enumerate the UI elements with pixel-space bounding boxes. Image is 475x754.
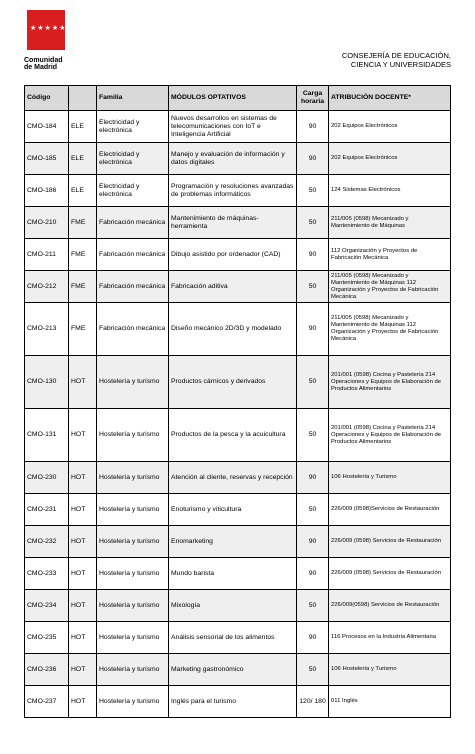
cell-carga: 50 bbox=[297, 175, 329, 207]
cell-modulo: Análisis sensorial de los alimentos bbox=[169, 622, 297, 654]
cell-carga: 50 bbox=[297, 409, 329, 462]
cell-atribucion: 106 Hostelería y Turismo bbox=[329, 462, 451, 494]
logo-text bbox=[24, 57, 63, 71]
cell-codigo: CMO-131 bbox=[25, 409, 69, 462]
table-row bbox=[25, 686, 451, 718]
cell-modulo: Fabricación aditiva bbox=[169, 271, 297, 303]
cell-atribucion: 226/009 (0598) Servicios de Restauración bbox=[329, 558, 451, 590]
cell-carga: 90 bbox=[297, 462, 329, 494]
cell-modulo: Mixología bbox=[169, 590, 297, 622]
cell-familia: Hostelería y turismo bbox=[97, 409, 169, 462]
cell-sigla: FME bbox=[69, 271, 97, 303]
cell-codigo: CMO-211 bbox=[25, 239, 69, 271]
cell-sigla: HOT bbox=[69, 654, 97, 686]
cell-codigo: CMO-230 bbox=[25, 462, 69, 494]
table-row bbox=[25, 111, 451, 143]
cell-carga: 90 bbox=[297, 558, 329, 590]
header-codigo: Código bbox=[25, 86, 69, 111]
cell-codigo: CMO-130 bbox=[25, 356, 69, 409]
logo-stars-icon: ★★★★★★★ bbox=[30, 25, 81, 32]
cell-modulo: Diseño mecánico 2D/3D y modelado bbox=[169, 303, 297, 356]
cell-sigla: ELE bbox=[69, 175, 97, 207]
cell-modulo: Marketing gastronómico bbox=[169, 654, 297, 686]
cell-familia: Hostelería y turismo bbox=[97, 590, 169, 622]
cell-carga: 120/ 180 bbox=[297, 686, 329, 718]
cell-carga: 50 bbox=[297, 654, 329, 686]
cell-familia: Fabricación mecánica bbox=[97, 239, 169, 271]
cell-atribucion: 226/009 (0598) Servicios de Restauración bbox=[329, 526, 451, 558]
table-row bbox=[25, 143, 451, 175]
table-header-row bbox=[25, 86, 451, 111]
cell-atribucion: 226/009(0598) Servicios de Restauración bbox=[329, 590, 451, 622]
cell-familia: Hostelería y turismo bbox=[97, 494, 169, 526]
cell-sigla: HOT bbox=[69, 526, 97, 558]
cell-atribucion: 011 Inglés bbox=[329, 686, 451, 718]
table-row bbox=[25, 590, 451, 622]
cell-familia: Hostelería y turismo bbox=[97, 356, 169, 409]
cell-codigo: CMO-185 bbox=[25, 143, 69, 175]
cell-modulo: Enoturismo y viticultura bbox=[169, 494, 297, 526]
cell-modulo: Manejo y evaluación de información y datos digitales bbox=[169, 143, 297, 175]
cell-familia: Electricidad y electrónica bbox=[97, 175, 169, 207]
cell-sigla: HOT bbox=[69, 409, 97, 462]
cell-sigla: HOT bbox=[69, 622, 97, 654]
cell-carga: 90 bbox=[297, 239, 329, 271]
cell-codigo: CMO-231 bbox=[25, 494, 69, 526]
cell-carga: 90 bbox=[297, 622, 329, 654]
table-row bbox=[25, 207, 451, 239]
cell-atribucion: 106 Hostelería y Turismo bbox=[329, 654, 451, 686]
table-row bbox=[25, 303, 451, 356]
header-modulos: MÓDULOS OPTATIVOS bbox=[169, 86, 297, 111]
modulos-optativos-table bbox=[24, 85, 451, 718]
cell-carga: 50 bbox=[297, 356, 329, 409]
table-row bbox=[25, 462, 451, 494]
cell-sigla: FME bbox=[69, 207, 97, 239]
cell-familia: Fabricación mecánica bbox=[97, 271, 169, 303]
cell-modulo: Productos de la pesca y la acuicultura bbox=[169, 409, 297, 462]
cell-modulo: Dibujo asistido por ordenador (CAD) bbox=[169, 239, 297, 271]
cell-sigla: HOT bbox=[69, 356, 97, 409]
cell-codigo: CMO-237 bbox=[25, 686, 69, 718]
table-row bbox=[25, 526, 451, 558]
cell-carga: 90 bbox=[297, 143, 329, 175]
cell-codigo: CMO-184 bbox=[25, 111, 69, 143]
cell-carga: 90 bbox=[297, 526, 329, 558]
cell-codigo: CMO-212 bbox=[25, 271, 69, 303]
cell-atribucion: 211/005 (0598) Mecanizado y Mantenimiento de Máquinas 112 Organización y Proyectos de Fabricación Mecánica bbox=[329, 303, 451, 356]
cell-atribucion: 201/001 (0598) Cocina y Pastelería 214 Operaciones y Equipos de Elaboración de Productos Alimentarios bbox=[329, 356, 451, 409]
cell-sigla: HOT bbox=[69, 558, 97, 590]
cell-sigla: HOT bbox=[69, 494, 97, 526]
cell-modulo: Mantenimiento de máquinas-herramienta bbox=[169, 207, 297, 239]
cell-carga: 90 bbox=[297, 303, 329, 356]
comunidad-madrid-logo bbox=[27, 10, 81, 50]
cell-modulo: Enomarketing bbox=[169, 526, 297, 558]
table-row bbox=[25, 271, 451, 303]
cell-familia: Hostelería y turismo bbox=[97, 622, 169, 654]
cell-atribucion: 202 Equipos Electrónicos bbox=[329, 111, 451, 143]
header-carga: Carga horaria bbox=[297, 86, 329, 111]
table-row bbox=[25, 494, 451, 526]
cell-sigla: HOT bbox=[69, 462, 97, 494]
cell-familia: Electricidad y electrónica bbox=[97, 111, 169, 143]
cell-carga: 90 bbox=[297, 111, 329, 143]
logo-line1: Comunidad bbox=[24, 57, 63, 64]
table-row bbox=[25, 239, 451, 271]
cell-carga: 50 bbox=[297, 590, 329, 622]
cell-codigo: CMO-232 bbox=[25, 526, 69, 558]
cell-atribucion: 211/005 (0598) Mecanizado y Mantenimiento de Máquinas 112 Organización y Proyectos de Fabricación Mecánica bbox=[329, 271, 451, 303]
cell-modulo: Mundo barista bbox=[169, 558, 297, 590]
logo-line2: de Madrid bbox=[24, 64, 58, 71]
table-row bbox=[25, 409, 451, 462]
table-row bbox=[25, 622, 451, 654]
header-familia: Familia bbox=[97, 86, 169, 111]
cell-familia: Fabricación mecánica bbox=[97, 207, 169, 239]
cell-sigla: ELE bbox=[69, 143, 97, 175]
cell-familia: Hostelería y turismo bbox=[97, 526, 169, 558]
cell-sigla: ELE bbox=[69, 111, 97, 143]
cell-familia: Hostelería y turismo bbox=[97, 558, 169, 590]
cell-carga: 50 bbox=[297, 494, 329, 526]
cell-sigla: HOT bbox=[69, 686, 97, 718]
cell-codigo: CMO-235 bbox=[25, 622, 69, 654]
cell-modulo: Productos cárnicos y derivados bbox=[169, 356, 297, 409]
cell-modulo: Programación y resoluciones avanzadas de problemas informáticos bbox=[169, 175, 297, 207]
cell-atribucion: 124 Sistemas Electrónicos bbox=[329, 175, 451, 207]
cell-atribucion: 202 Equipos Electrónicos bbox=[329, 143, 451, 175]
cell-familia: Electricidad y electrónica bbox=[97, 143, 169, 175]
cell-sigla: FME bbox=[69, 303, 97, 356]
cell-codigo: CMO-234 bbox=[25, 590, 69, 622]
consejeria-line1: CONSEJERÍA DE EDUCACIÓN, bbox=[341, 51, 451, 60]
header-sigla bbox=[69, 86, 97, 111]
cell-familia: Fabricación mecánica bbox=[97, 303, 169, 356]
consejeria-line2: CIENCIA Y UNIVERSIDADES bbox=[350, 60, 451, 69]
cell-familia: Hostelería y turismo bbox=[97, 654, 169, 686]
cell-codigo: CMO-213 bbox=[25, 303, 69, 356]
cell-carga: 50 bbox=[297, 207, 329, 239]
cell-atribucion: 211/005 (0598) Mecanizado y Mantenimiento de Máquinas bbox=[329, 207, 451, 239]
cell-sigla: HOT bbox=[69, 590, 97, 622]
cell-atribucion: 226/009 (0598)Servicios de Restauración bbox=[329, 494, 451, 526]
table-row bbox=[25, 654, 451, 686]
cell-atribucion: 116 Procesos en la Industria Alimentaria bbox=[329, 622, 451, 654]
cell-familia: Hostelería y turismo bbox=[97, 686, 169, 718]
table-row bbox=[25, 356, 451, 409]
consejeria-heading bbox=[342, 51, 451, 69]
header-atribucion: ATRIBUCIÓN DOCENTE* bbox=[329, 86, 451, 111]
cell-codigo: CMO-186 bbox=[25, 175, 69, 207]
cell-modulo: Atención al cliente, reservas y recepción bbox=[169, 462, 297, 494]
cell-codigo: CMO-236 bbox=[25, 654, 69, 686]
cell-familia: Hostelería y turismo bbox=[97, 462, 169, 494]
cell-atribucion: 112 Organización y Proyectos de Fabricación Mecánica bbox=[329, 239, 451, 271]
cell-modulo: Nuevos desarrollos en sistemas de telecomunicaciones con IoT e Inteligencia Artificial bbox=[169, 111, 297, 143]
cell-atribucion: 201/001 (0598) Cocina y Pastelería 214 Operaciones y Equipos de Elaboración de Productos Alimentarios bbox=[329, 409, 451, 462]
table-row bbox=[25, 558, 451, 590]
cell-carga: 50 bbox=[297, 271, 329, 303]
table-row bbox=[25, 175, 451, 207]
cell-sigla: FME bbox=[69, 239, 97, 271]
cell-codigo: CMO-210 bbox=[25, 207, 69, 239]
cell-modulo: Inglés para el turismo bbox=[169, 686, 297, 718]
cell-codigo: CMO-233 bbox=[25, 558, 69, 590]
